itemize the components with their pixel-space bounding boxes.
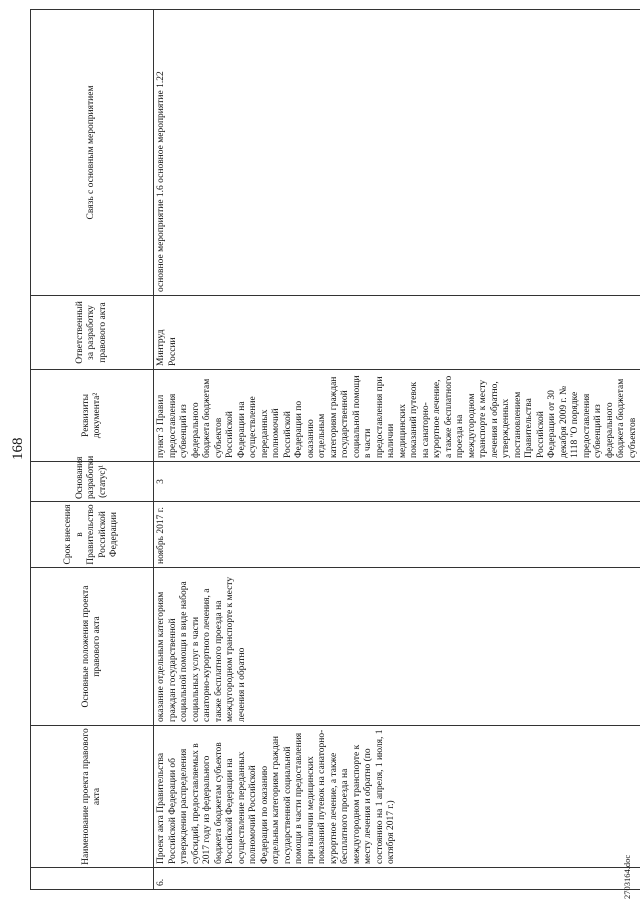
document-file-code: 2703164.doc xyxy=(622,854,632,899)
table-row xyxy=(154,10,640,890)
col-link-header: Связь с основным мероприятием xyxy=(31,10,154,296)
header-row xyxy=(31,10,154,890)
col-responsible-header: Ответственный за разработку правового акта xyxy=(31,296,154,370)
row-number: 6. xyxy=(154,868,640,890)
act-status: 3 xyxy=(154,462,640,502)
act-name: Проект акта Правительства Российской Федерации об утверждении распределения субсидий, предоставляемых в 2017 году из федерального бюджета бюджетам субъектов Российской Федерации на осуществление переданных полномочий Российской Федерации по оказанию отдельным категориям граждан государственной социальной помощи в части предоставления при наличии медицинских показаний путевок на санаторно-курортное лечение, а также бесплатного проезда на междугородном транспорте к месту лечения и обратно (по состоянию на 1 апреля, 1 июля, 1 октября 2017 г.) xyxy=(154,726,640,868)
col-requisites-header: Реквизиты документа² xyxy=(31,370,154,462)
col-status-header: Основания разработки (статус)¹ xyxy=(31,462,154,502)
page-number: 168 xyxy=(10,437,26,460)
col-num-header xyxy=(31,868,154,890)
act-deadline: ноябрь 2017 г. xyxy=(154,502,640,568)
act-provisions: оказание отдельным категориям граждан государственной социальной помощи в виде набора социальных услуг в части санаторно-курортного лечения, а также бесплатного проезда на междугородном транспорте к месту лечения и обратно xyxy=(154,568,640,726)
legal-acts-table xyxy=(30,9,640,890)
col-deadline-header: Срок внесения в Правительство Российской Федерации xyxy=(31,502,154,568)
act-requisites: пункт 3 Правил предоставления субвенций из федерального бюджета бюджетам субъектов Российской Федерации на осуществление переданных полномочий Российской Федерации по оказанию отдельным категориям граждан государственной социальной помощи в части предоставления при наличии медицинских показаний путевок на санаторно-курортное лечение, а также бесплатного проезда на междугородном транспорте к месту лечения и обратно, утвержденных постановлением Правительства Российской Федерации от 30 декабря 2009 г. № 1118 "О порядке предоставления субвенций из федерального бюджета бюджетам субъектов xyxy=(154,370,640,462)
act-main-activity-link: основное мероприятие 1.6 основное мероприятие 1.22 xyxy=(154,10,640,296)
col-provisions-header: Основные положения проекта правового акта xyxy=(31,568,154,726)
col-name-header: Наименование проекта правового акта xyxy=(31,726,154,868)
act-responsible: Минтруд России xyxy=(154,296,640,370)
